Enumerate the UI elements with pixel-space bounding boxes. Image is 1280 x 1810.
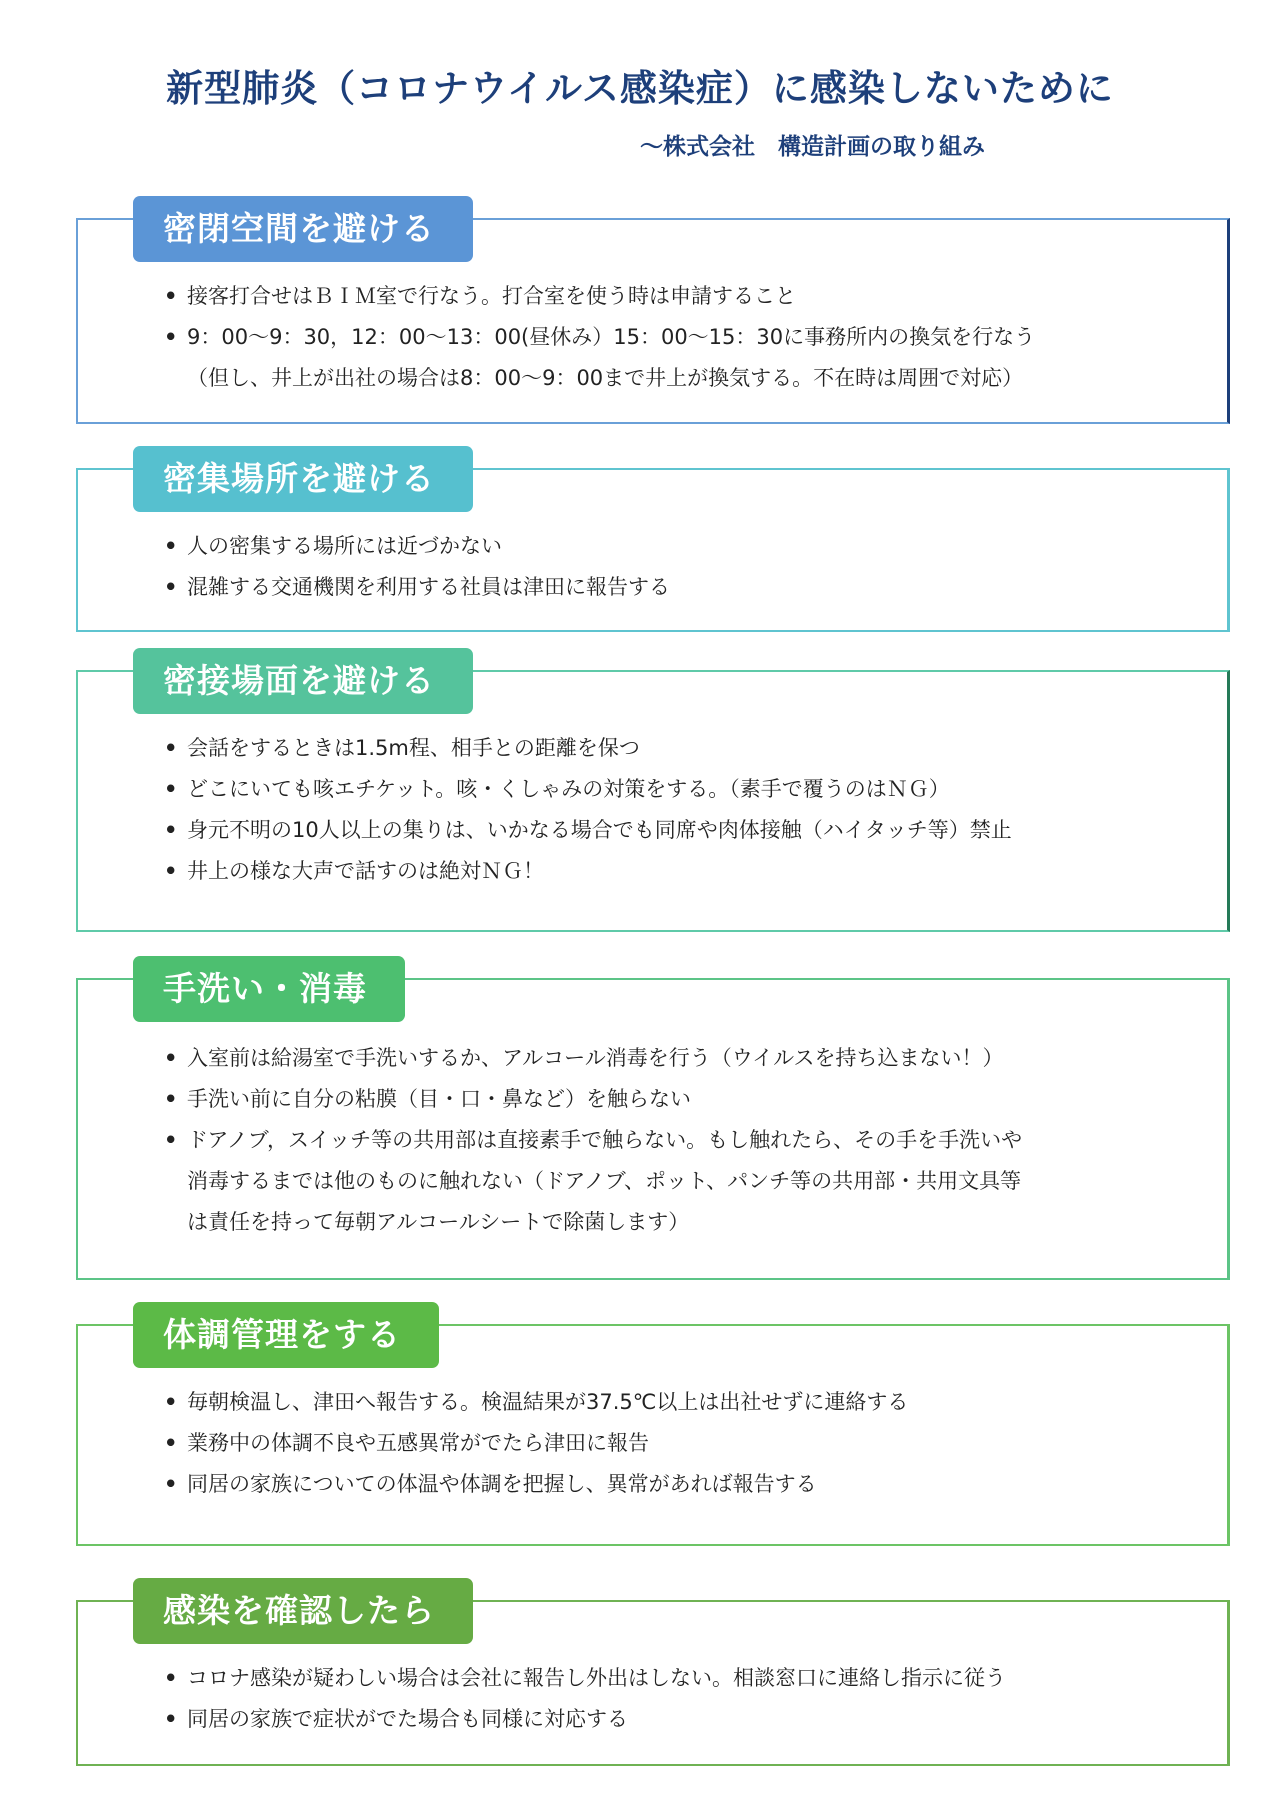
section-heading: 手洗い・消毒 (133, 956, 405, 1022)
section-heading: 体調管理をする (133, 1302, 439, 1368)
section-heading: 密集場所を避ける (133, 446, 473, 512)
list-item: • 接客打合せはＢＩＭ室で行なう。打合室を使う時は申請すること (164, 276, 1035, 317)
section-health-management (76, 1315, 1230, 1546)
section-closed-spaces (76, 209, 1230, 424)
section-list (164, 526, 670, 608)
section-heading: 密接場面を避ける (133, 648, 473, 714)
list-item: • ドアノブ，スイッチ等の共用部は直接素手で触らない。もし触れたら、その手を手洗いや 消毒するまでは他のものに触れない（ドアノブ、ポット、パンチ等の共用部・共用文具等 は責任を持って毎朝アルコールシートで除菌します） (164, 1120, 1022, 1243)
list-item: • 会話をするときは1.5m程、相手との距離を保つ (164, 728, 1012, 769)
list-item: • 人の密集する場所には近づかない (164, 526, 670, 567)
list-item: • 9：00～9：30，12：00～13：00(昼休み）15：00～15：30に事務所内の換気を行なう （但し、井上が出社の場合は8：00～9：00まで井上が換気する。不在時は周囲で対応） (164, 317, 1035, 399)
list-item: • 井上の様な大声で話すのは絶対ＮＧ！ (164, 851, 1012, 892)
list-item: • 同居の家族で症状がでた場合も同様に対応する (164, 1699, 1006, 1740)
list-item: • 身元不明の10人以上の集りは、いかなる場合でも同席や肉体接触（ハイタッチ等）禁止 (164, 810, 1012, 851)
list-item: • コロナ感染が疑わしい場合は会社に報告し外出はしない。相談窓口に連絡し指示に従う (164, 1658, 1006, 1699)
list-item: • 手洗い前に自分の粘膜（目・口・鼻など）を触らない (164, 1079, 1022, 1120)
section-if-infected (76, 1591, 1230, 1766)
list-item: • 業務中の体調不良や五感異常がでたら津田に報告 (164, 1423, 908, 1464)
list-item: • 入室前は給湯室で手洗いするか、アルコール消毒を行う（ウイルスを持ち込まない！） (164, 1038, 1022, 1079)
page-subtitle: ～株式会社 構造計画の取り組み (640, 134, 985, 160)
section-list (164, 728, 1012, 892)
section-heading: 密閉空間を避ける (133, 196, 473, 262)
section-heading: 感染を確認したら (133, 1578, 473, 1644)
section-crowded-places (76, 459, 1230, 632)
section-list (164, 1658, 1006, 1740)
section-handwashing (76, 969, 1230, 1280)
list-item: • 混雑する交通機関を利用する社員は津田に報告する (164, 567, 670, 608)
page-title: 新型肺炎（コロナウイルス感染症）に感染しないために (166, 67, 1114, 110)
list-item: • 毎朝検温し、津田へ報告する。検温結果が37.5℃以上は出社せずに連絡する (164, 1382, 908, 1423)
section-list (164, 1382, 908, 1505)
section-list (164, 276, 1035, 399)
section-close-contact (76, 661, 1230, 932)
section-list (164, 1038, 1022, 1243)
list-item: • 同居の家族についての体温や体調を把握し、異常があれば報告する (164, 1464, 908, 1505)
list-item: • どこにいても咳エチケット。咳・くしゃみの対策をする。（素手で覆うのはＮＧ） (164, 769, 1012, 810)
